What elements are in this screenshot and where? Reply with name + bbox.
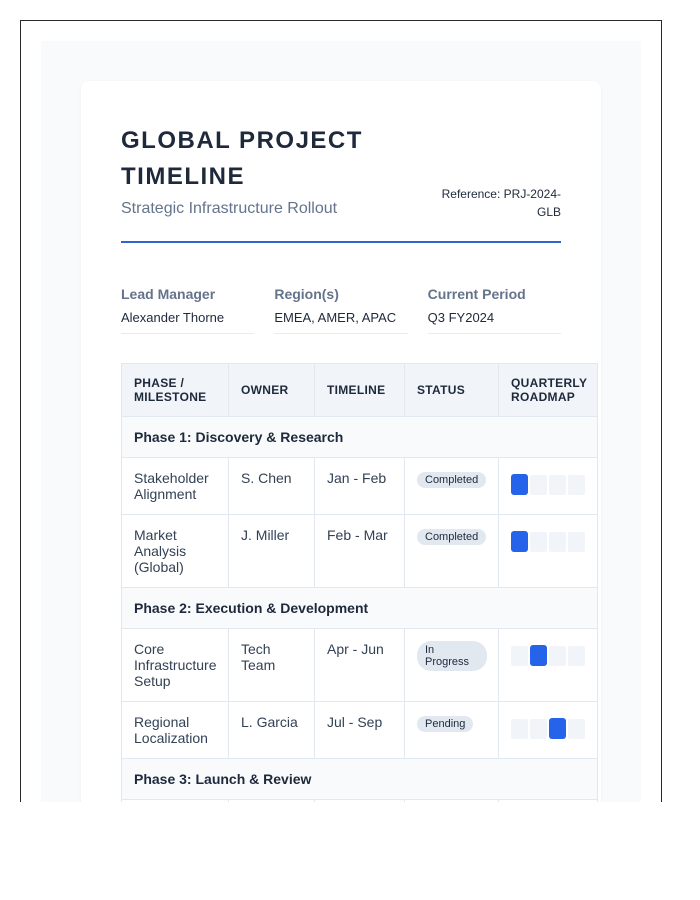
- timeline-cell: Jul - Sep: [315, 702, 405, 759]
- quarter-block: [568, 646, 585, 666]
- document-card: [81, 81, 601, 802]
- phase-title: Phase 3: Launch & Review: [122, 759, 598, 800]
- status-cell: [405, 702, 499, 759]
- quarter-block-active: [511, 531, 528, 552]
- quarter-block: [530, 532, 547, 552]
- timeline-table-container: [121, 363, 597, 802]
- status-badge: In Progress: [417, 641, 487, 671]
- status-cell: [405, 515, 499, 588]
- header-status: STATUS: [405, 364, 499, 417]
- quarter-block: [511, 719, 528, 739]
- meta-value: EMEA, AMER, APAC: [274, 310, 397, 325]
- page-background: [41, 41, 641, 802]
- table-row: [122, 458, 598, 515]
- phase-row: [122, 759, 598, 800]
- quarter-block: [568, 719, 585, 739]
- header-owner: OWNER: [229, 364, 315, 417]
- quarter-block: [511, 646, 528, 666]
- phase-title: Phase 1: Discovery & Research: [122, 417, 598, 458]
- phase-row: [122, 417, 598, 458]
- quarter-block: [549, 646, 566, 666]
- timeline-table: [121, 363, 598, 802]
- owner-cell: Tech Team: [229, 629, 315, 702]
- meta-current-period: [428, 286, 561, 334]
- meta-value: Q3 FY2024: [427, 310, 495, 325]
- page-subtitle: Strategic Infrastructure Rollout: [121, 200, 338, 217]
- timeline-cell: Jan - Feb: [315, 458, 405, 515]
- quarterly-roadmap: [511, 532, 585, 552]
- quarter-block: [530, 719, 547, 739]
- table-row: [122, 702, 598, 759]
- screenshot-frame: [20, 20, 662, 802]
- quarter-block: [549, 475, 566, 495]
- roadmap-cell: [499, 800, 598, 803]
- quarter-block: [568, 475, 585, 495]
- status-badge: Pending: [417, 716, 473, 732]
- quarter-block-active: [511, 474, 528, 495]
- meta-value: Alexander Thorne: [121, 310, 225, 325]
- milestone-cell: Stakeholder Alignment: [122, 458, 229, 515]
- timeline-cell: Feb - Mar: [315, 515, 405, 588]
- page-title: GLOBAL PROJECT TIMELINE: [121, 127, 363, 190]
- table-row: [122, 515, 598, 588]
- meta-label: Current Period: [427, 286, 526, 302]
- header-divider: [121, 241, 561, 243]
- quarterly-roadmap: [511, 719, 585, 739]
- table-row: [122, 800, 598, 803]
- meta-info: [121, 286, 561, 334]
- phase-row: [122, 588, 598, 629]
- roadmap-cell: [499, 629, 598, 702]
- quarter-block: [549, 532, 566, 552]
- header-phase-milestone: PHASE / MILESTONE: [122, 364, 229, 417]
- milestone-cell: Core Infrastructure Setup: [122, 629, 229, 702]
- roadmap-cell: [499, 515, 598, 588]
- status-cell: [405, 800, 499, 803]
- roadmap-cell: [499, 458, 598, 515]
- status-badge: Completed: [417, 529, 486, 545]
- meta-label: Region(s): [274, 286, 339, 302]
- quarter-block-active: [530, 645, 547, 666]
- reference-code: Reference: PRJ-2024-GLB: [441, 187, 561, 219]
- quarter-block-active: [549, 718, 566, 739]
- owner-cell: J. Miller: [229, 515, 315, 588]
- roadmap-cell: [499, 702, 598, 759]
- status-cell: [405, 458, 499, 515]
- quarter-block: [568, 532, 585, 552]
- milestone-cell: Market Analysis (Global): [122, 515, 229, 588]
- timeline-cell: [315, 800, 405, 803]
- status-cell: [405, 629, 499, 702]
- header-timeline: TIMELINE: [315, 364, 405, 417]
- meta-regions: [274, 286, 407, 334]
- meta-lead-manager: [121, 286, 254, 334]
- quarterly-roadmap: [511, 475, 585, 495]
- quarterly-roadmap: [511, 646, 585, 666]
- header-quarterly-roadmap: QUARTERLY ROADMAP: [499, 364, 598, 417]
- status-badge: Completed: [417, 472, 486, 488]
- owner-cell: S. Chen: [229, 458, 315, 515]
- table-header-row: [122, 364, 598, 417]
- milestone-cell: Regional Localization: [122, 702, 229, 759]
- timeline-cell: Apr - Jun: [315, 629, 405, 702]
- meta-label: Lead Manager: [121, 286, 216, 302]
- phase-title: Phase 2: Execution & Development: [122, 588, 598, 629]
- document-header: [121, 123, 561, 219]
- owner-cell: L. Garcia: [229, 702, 315, 759]
- owner-cell: [229, 800, 315, 803]
- quarter-block: [530, 475, 547, 495]
- table-row: [122, 629, 598, 702]
- milestone-cell: [122, 800, 229, 803]
